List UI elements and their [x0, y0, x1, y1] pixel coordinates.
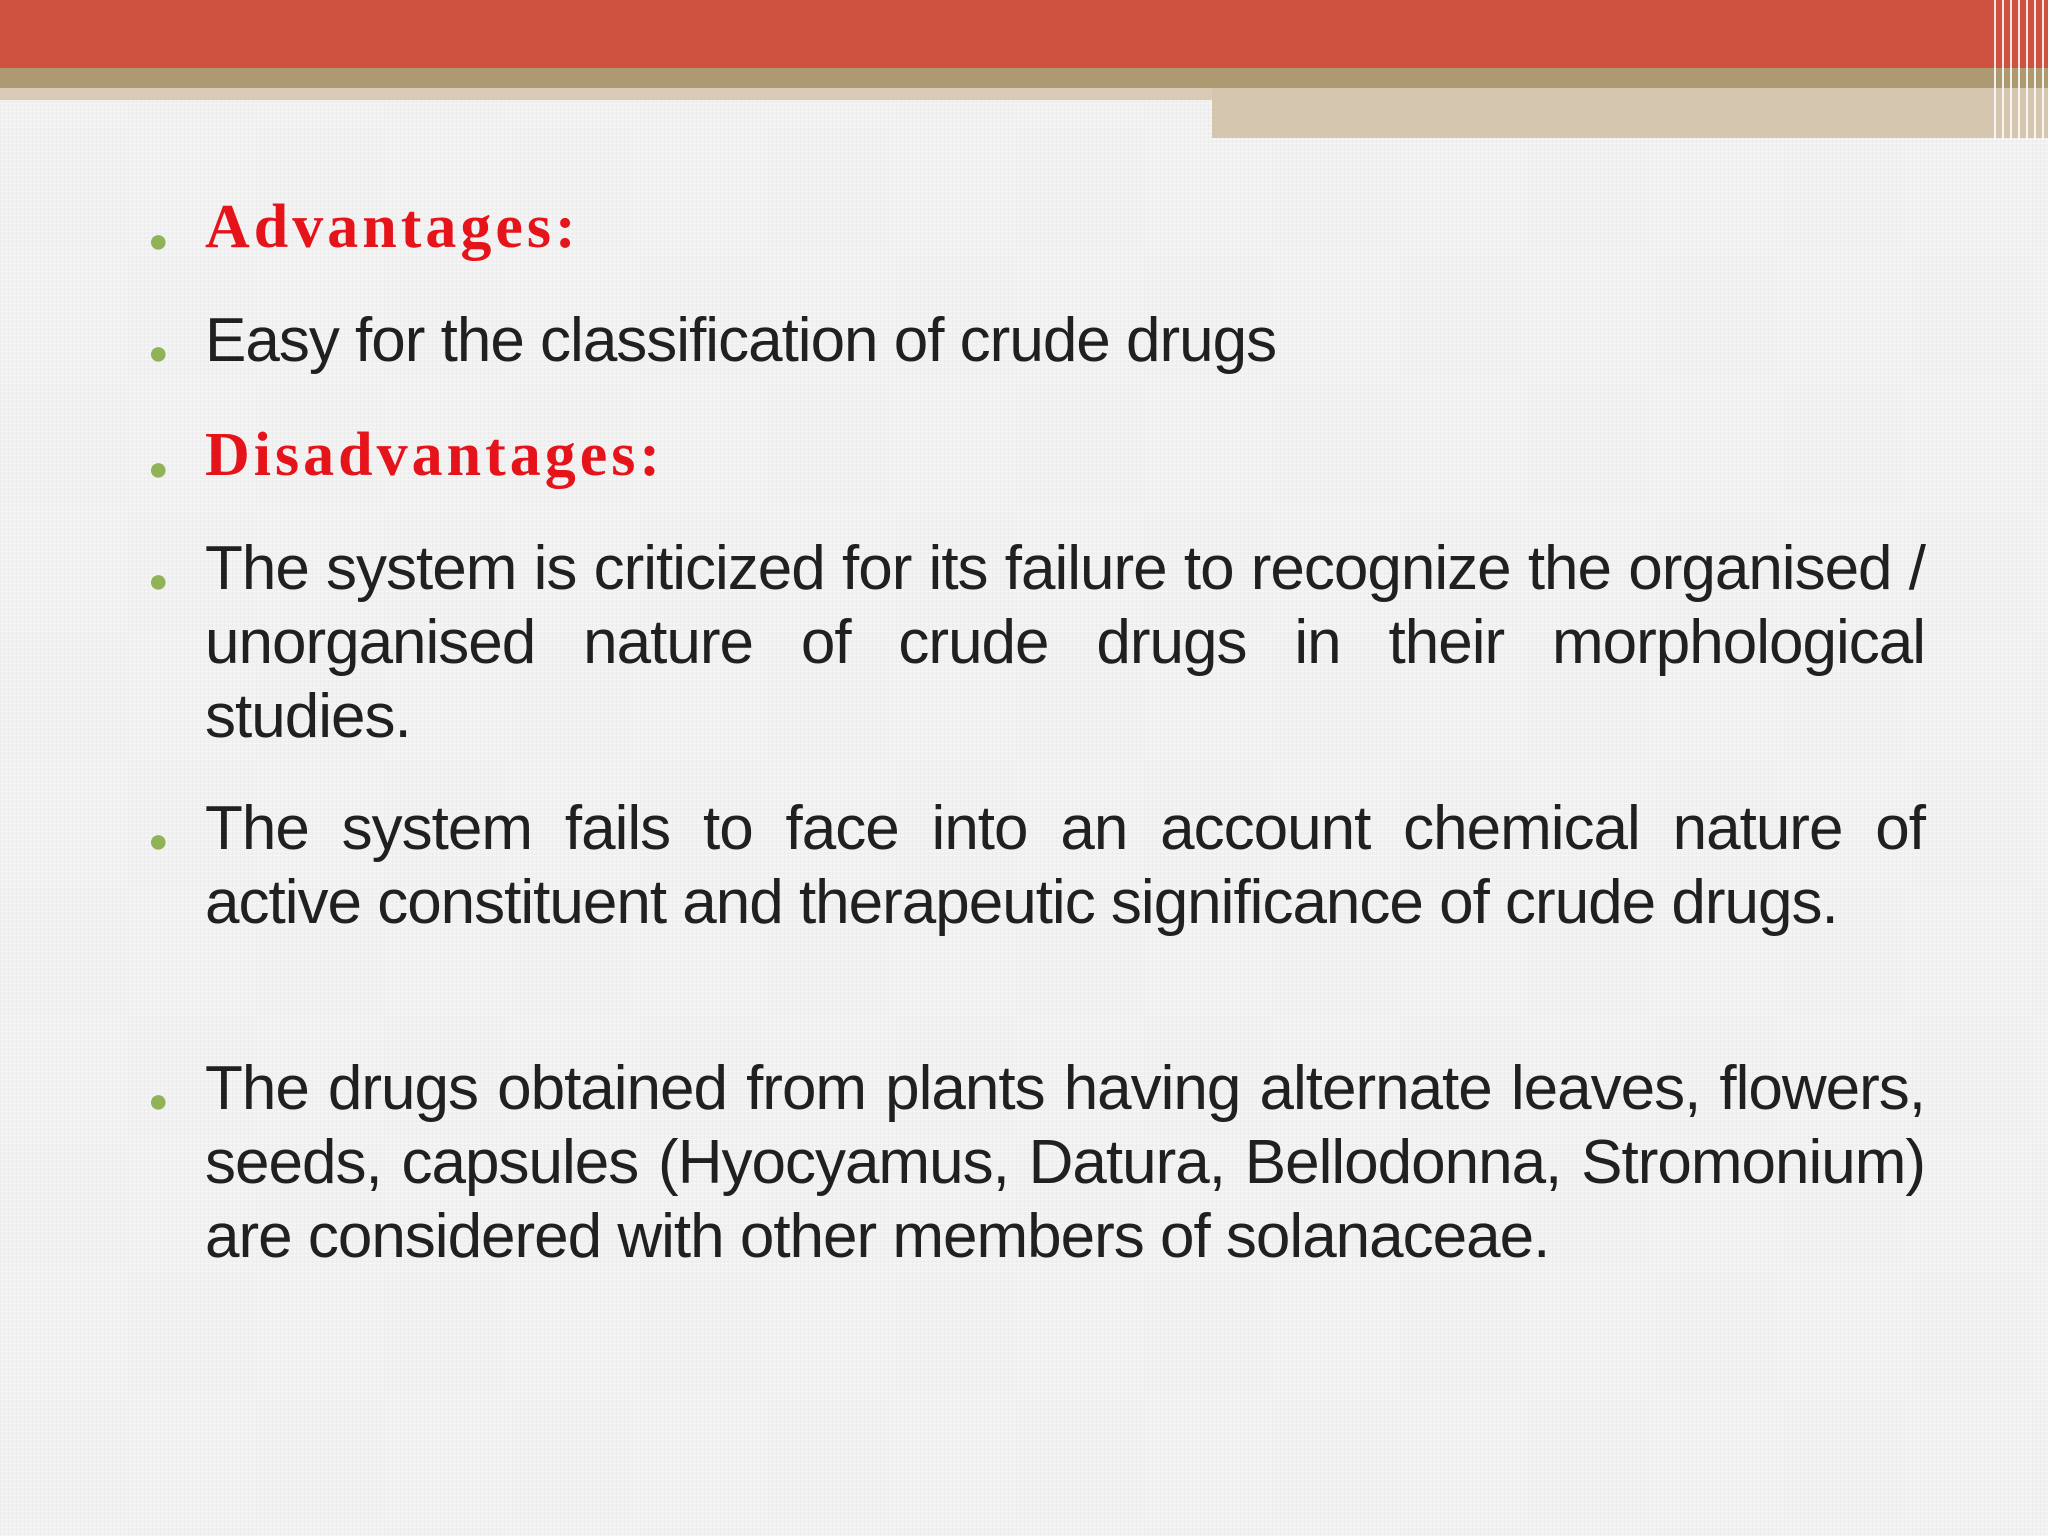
bullet-icon: ●	[148, 450, 169, 488]
top-red-bar	[0, 0, 2048, 68]
bullet-icon: ●	[148, 334, 169, 372]
top-right-tan-block	[1212, 88, 2048, 138]
list-item	[0, 532, 2048, 792]
list-item	[0, 1052, 2048, 1352]
heading-disadvantages: Disadvantages:	[205, 421, 665, 489]
bullet-icon: ●	[148, 822, 169, 860]
top-tan-bar	[0, 68, 2048, 88]
list-item-text: Easy for the classification of crude drugs	[205, 306, 1277, 375]
list-item	[0, 792, 2048, 1052]
top-light-tan-strip	[0, 88, 1212, 100]
bullet-icon: ●	[148, 1082, 169, 1120]
bullet-icon: ●	[148, 222, 169, 260]
list-item-text: The system is criticized for its failure to recognize the organised / unorganised nature of crude drugs in their morphological studies.	[205, 534, 1925, 751]
edge-stripe-decoration	[1988, 0, 2048, 140]
list-item-disadvantages	[0, 418, 2048, 532]
list-item-text: The drugs obtained from plants having alternate leaves, flowers, seeds, capsules (Hyocyamus, Datura, Bellodonna, Stromonium) are considered with other members of solanaceae.	[205, 1054, 1925, 1271]
list-item-advantages	[0, 190, 2048, 304]
list-item-text: The system fails to face into an account chemical nature of active constituent and therapeutic significance of crude drugs.	[205, 794, 1925, 937]
heading-advantages: Advantages:	[205, 193, 580, 261]
bullet-icon: ●	[148, 562, 169, 600]
list-item	[0, 304, 2048, 418]
bullet-list	[0, 190, 2048, 1352]
